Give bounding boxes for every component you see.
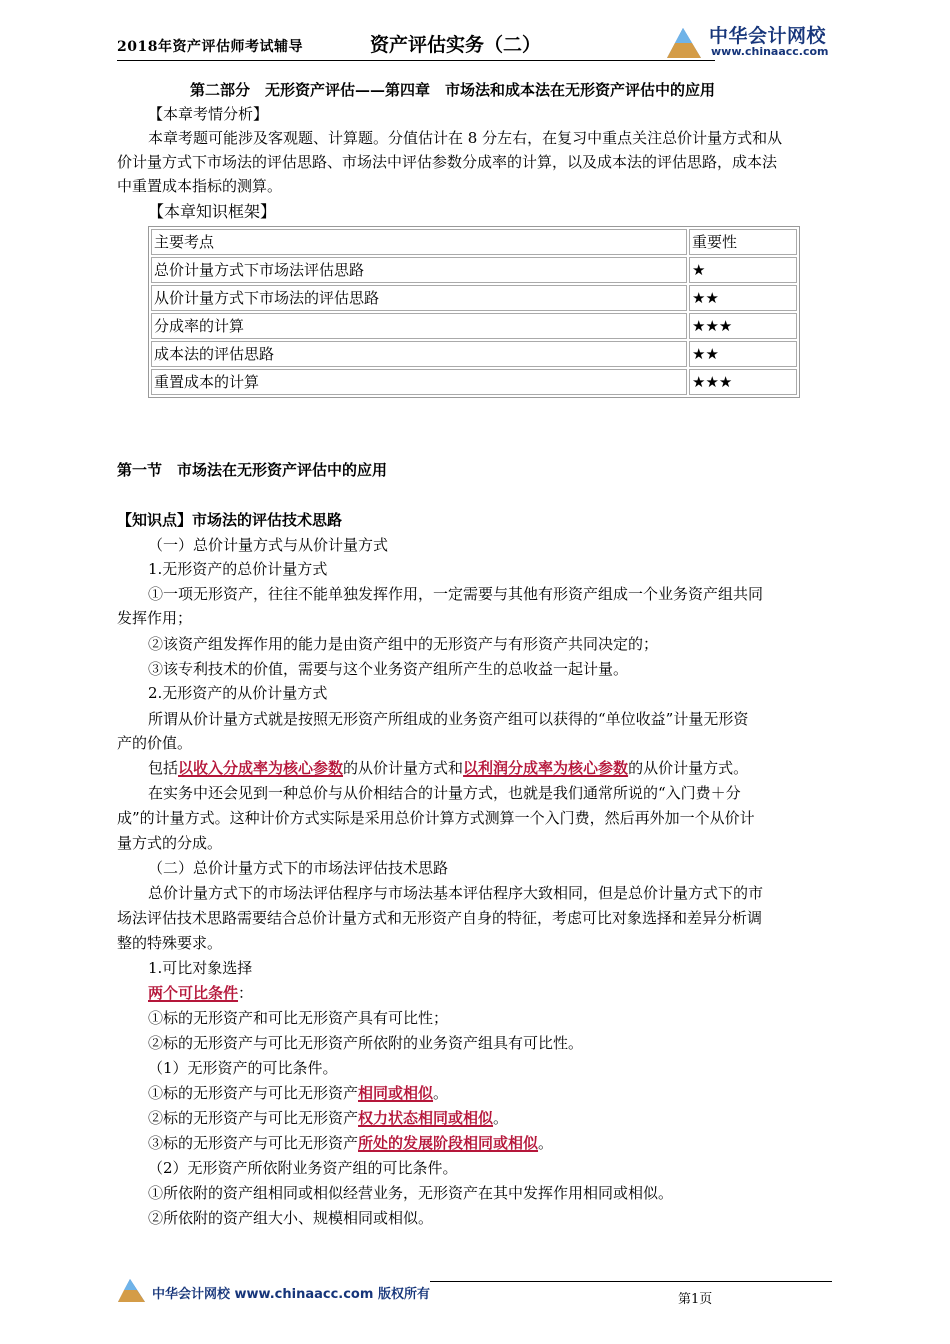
footer-logo-icon xyxy=(117,1276,147,1304)
table-cell-topic: 分成率的计算 xyxy=(151,313,687,339)
table-cell-importance: ★★★ xyxy=(689,369,797,395)
table-cell-importance: ★★★ xyxy=(689,313,797,339)
body-line xyxy=(148,1106,508,1130)
body-line: ①所依附的资产组相同或相似经营业务，无形资产在其中发挥作用相同或相似。 xyxy=(148,1184,674,1202)
knowledge-point-title: 【知识点】市场法的评估技术思路 xyxy=(117,511,343,529)
table-cell-topic: 从价计量方式下市场法的评估思路 xyxy=(151,285,687,311)
text-run: 。 xyxy=(538,1134,554,1152)
table-row xyxy=(151,313,797,339)
text-run: ： xyxy=(238,984,254,1002)
footer-rule xyxy=(430,1281,832,1282)
body-line: 在实务中还会见到一种总价与从价相结合的计量方式，也就是我们通常所说的“入门费＋分 xyxy=(148,784,741,802)
chapter-heading: 第二部分 无形资产评估——第四章 市场法和成本法在无形资产评估中的应用 xyxy=(190,81,716,99)
analysis-line: 本章考题可能涉及客观题、计算题。分值估计在 8 分左右，在复习中重点关注总价计量方式和从 xyxy=(148,129,783,147)
highlight-same-similar: 相同或相似 xyxy=(358,1084,434,1102)
highlight-dev-stage: 所处的发展阶段相同或相似 xyxy=(358,1134,539,1152)
text-run: ①标的无形资产与可比无形资产 xyxy=(148,1084,359,1102)
table-row xyxy=(151,341,797,367)
body-line: ③该专利技术的价值，需要与这个业务资产组所产生的总收益一起计量。 xyxy=(148,660,629,678)
body-line xyxy=(148,981,253,1005)
text-run: 的从价计量方式。 xyxy=(628,759,749,777)
body-line: 整的特殊要求。 xyxy=(117,934,223,952)
body-line: ①标的无形资产和可比无形资产具有可比性； xyxy=(148,1009,449,1027)
text-run: 。 xyxy=(493,1109,509,1127)
body-line: 成”的计量方式。这种计价方式实际是采用总价计算方式测算一个入门费，然后再外加一个从价计 xyxy=(117,809,755,827)
highlight-rights-status: 权力状态相同或相似 xyxy=(358,1109,494,1127)
text-run: 包括 xyxy=(148,759,179,777)
highlight-profit-share: 以利润分成率为核心参数 xyxy=(463,759,629,777)
table-header-row xyxy=(151,229,797,255)
body-line: ①一项无形资产，往往不能单独发挥作用，一定需要与其他有形资产组成一个业务资产组共同 xyxy=(148,585,764,603)
body-line: （二）总价计量方式下的市场法评估技术思路 xyxy=(148,859,449,877)
framework-title: 【本章知识框架】 xyxy=(148,202,277,221)
body-line: 2.无形资产的从价计量方式 xyxy=(148,684,328,702)
body-line: ②标的无形资产与可比无形资产所依附的业务资产组具有可比性。 xyxy=(148,1034,584,1052)
body-line: ②所依附的资产组大小、规模相同或相似。 xyxy=(148,1209,434,1227)
brand-logo xyxy=(665,18,845,64)
body-line xyxy=(148,756,748,780)
highlight-two-conditions: 两个可比条件 xyxy=(148,984,239,1002)
body-line: 量方式的分成。 xyxy=(117,834,223,852)
text-run: ②标的无形资产与可比无形资产 xyxy=(148,1109,359,1127)
header-exam-label: 2018年资产评估师考试辅导 xyxy=(117,39,303,55)
logo-name: 中华会计网校 xyxy=(709,25,827,47)
knowledge-table xyxy=(148,226,800,398)
body-line: 所谓从价计量方式就是按照无形资产所组成的业务资产组可以获得的“单位收益”计量无形资 xyxy=(148,710,749,728)
footer-copyright: 中华会计网校 www.chinaacc.com 版权所有 xyxy=(152,1287,430,1302)
body-line: （一）总价计量方式与从价计量方式 xyxy=(148,536,389,554)
text-run: ③标的无形资产与可比无形资产 xyxy=(148,1134,359,1152)
body-line xyxy=(148,1131,553,1155)
header-title: 资产评估实务（二） xyxy=(370,34,542,56)
logo-triangle-icon xyxy=(665,22,705,62)
page-number: 第1页 xyxy=(678,1292,713,1307)
table-header-cell: 主要考点 xyxy=(151,229,687,255)
body-line: （1）无形资产的可比条件。 xyxy=(148,1059,338,1077)
text-run: 的从价计量方式和 xyxy=(343,759,464,777)
table-row xyxy=(151,257,797,283)
table-cell-topic: 重置成本的计算 xyxy=(151,369,687,395)
table-cell-topic: 总价计量方式下市场法评估思路 xyxy=(151,257,687,283)
body-line: （2）无形资产所依附业务资产组的可比条件。 xyxy=(148,1159,458,1177)
body-line xyxy=(148,1081,448,1105)
body-line: 发挥作用； xyxy=(117,609,193,627)
table-row xyxy=(151,285,797,311)
body-line: 产的价值。 xyxy=(117,734,193,752)
body-line: 场法评估技术思路需要结合总价计量方式和无形资产自身的特征，考虑可比对象选择和差异分析调 xyxy=(117,909,763,927)
table-cell-importance: ★ xyxy=(689,257,797,283)
analysis-line: 中重置成本指标的测算。 xyxy=(117,177,283,195)
analysis-line: 价计量方式下市场法的评估思路、市场法中评估参数分成率的计算，以及成本法的评估思路，成本法 xyxy=(117,153,778,171)
text-run: 。 xyxy=(433,1084,449,1102)
table-cell-topic: 成本法的评估思路 xyxy=(151,341,687,367)
table-row xyxy=(151,369,797,395)
analysis-title: 【本章考情分析】 xyxy=(148,105,269,123)
table-cell-importance: ★★ xyxy=(689,285,797,311)
body-line: 1.可比对象选择 xyxy=(148,959,253,977)
logo-url: www.chinaacc.com xyxy=(711,45,829,58)
body-line: ②该资产组发挥作用的能力是由资产组中的无形资产与有形资产共同决定的； xyxy=(148,635,659,653)
highlight-revenue-share: 以收入分成率为核心参数 xyxy=(178,759,344,777)
table-cell-importance: ★★ xyxy=(689,341,797,367)
table-header-cell: 重要性 xyxy=(689,229,797,255)
body-line: 总价计量方式下的市场法评估程序与市场法基本评估程序大致相同，但是总价计量方式下的市 xyxy=(148,884,764,902)
section-title: 第一节 市场法在无形资产评估中的应用 xyxy=(117,461,388,479)
body-line: 1.无形资产的总价计量方式 xyxy=(148,560,328,578)
header-rule xyxy=(117,60,715,61)
